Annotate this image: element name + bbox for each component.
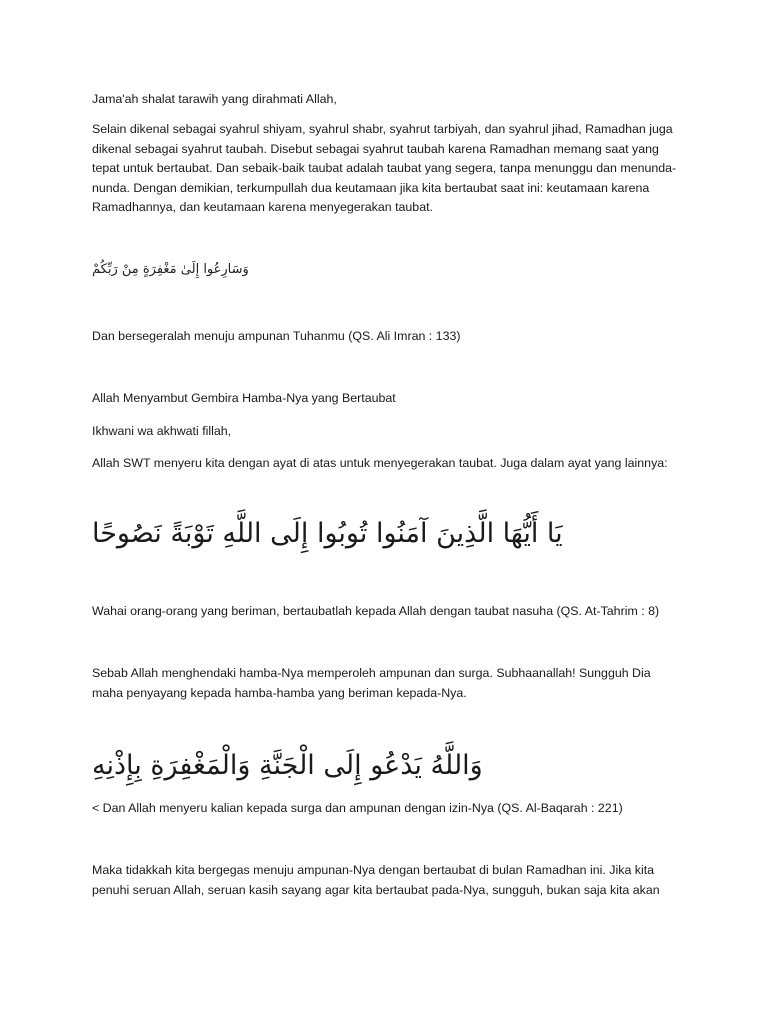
section-heading: Allah Menyambut Gembira Hamba-Nya yang Bertaubat	[92, 391, 396, 405]
greeting-text: Jama'ah shalat tarawih yang dirahmati Allah,	[92, 92, 337, 106]
paragraph-call: Allah SWT menyeru kita dengan ayat di atas untuk menyegerakan taubat. Juga dalam ayat yang lainnya:	[92, 456, 668, 470]
arabic-verse-ali-imran: وَسَارِعُوا إِلَىٰ مَغْفِرَةٍ مِنْ رَبِّكُمْ	[92, 262, 249, 277]
paragraph-closing-line-1: Maka tidakkah kita bergegas menuju ampunan-Nya dengan bertaubat di bulan Ramadhan ini. Jika kita	[92, 863, 655, 877]
translation-al-baqarah: < Dan Allah menyeru kalian kepada surga dan ampunan dengan izin-Nya (QS. Al-Baqarah : 221)	[92, 801, 623, 815]
paragraph-closing-line-2: penuhi seruan Allah, seruan kasih sayang agar kita bertaubat pada-Nya, sungguh, bukan saja kita akan	[92, 883, 660, 897]
paragraph-intro: Selain dikenal sebagai syahrul shiyam, syahrul shabr, syahrut tarbiyah, dan syahrul jihad, Ramadhan juga dikenal sebagai syahrut taubah. Disebut sebagai syahrut taubah karena Ramadhan memang saat yang tepat untuk bertaubat. Dan sebaik-baik taubat adalah taubat yang segera, tanpa menunggu dan menunda-nunda. Dengan demikian, terkumpullah dua keutamaan jika kita bertaubat saat ini: keutamaan karena Ramadhannya, dan keutamaan karena menyegerakan taubat.	[92, 122, 677, 215]
address-text: Ikhwani wa akhwati fillah,	[92, 424, 232, 438]
arabic-verse-at-tahrim: يَا أَيُّهَا الَّذِينَ آمَنُوا تُوبُوا إِلَى اللَّهِ تَوْبَةً نَصُوحًا	[92, 518, 563, 549]
arabic-verse-al-baqarah: وَاللَّهُ يَدْعُو إِلَى الْجَنَّةِ وَالْمَغْفِرَةِ بِإِذْنِهِ	[92, 750, 483, 781]
paragraph-mercy: Sebab Allah menghendaki hamba-Nya memperoleh ampunan dan surga. Subhaanallah! Sungguh Dia maha penyayang kepada hamba-hamba yang beriman kepada-Nya.	[92, 666, 651, 700]
translation-at-tahrim: Wahai orang-orang yang beriman, bertaubatlah kepada Allah dengan taubat nasuha (QS. At-Tahrim : 8)	[92, 604, 660, 618]
translation-ali-imran: Dan bersegeralah menuju ampunan Tuhanmu (QS. Ali Imran : 133)	[92, 329, 461, 343]
